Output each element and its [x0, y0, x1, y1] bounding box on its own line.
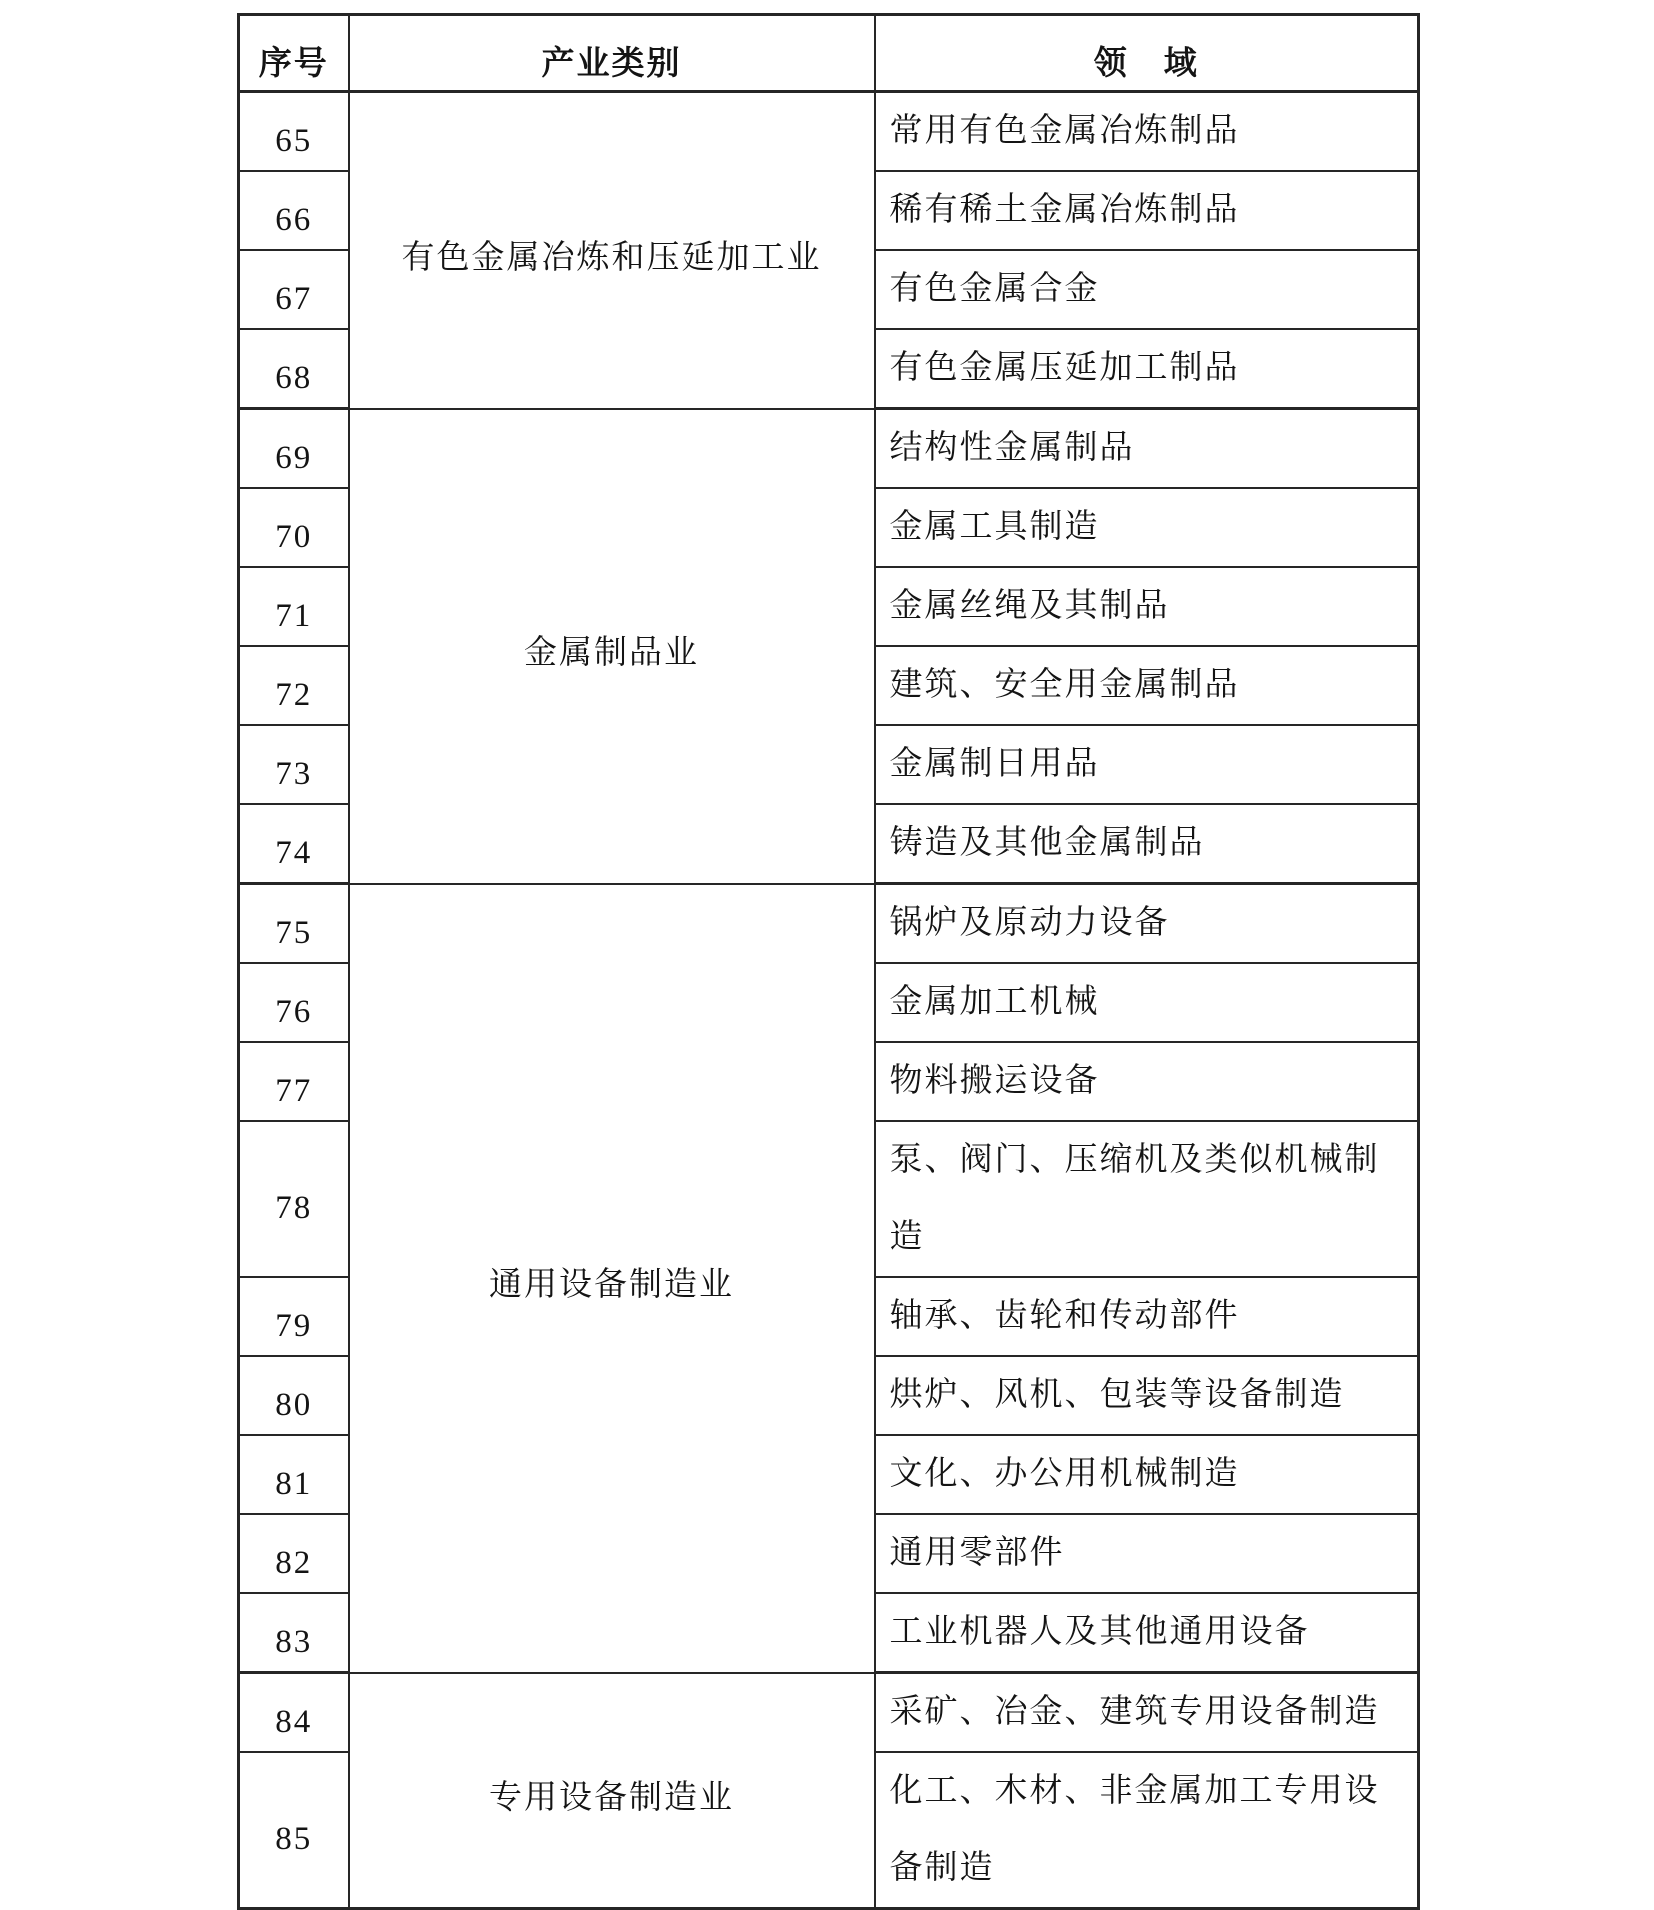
column-header-field: 领 域	[875, 15, 1419, 92]
field-cell: 锅炉及原动力设备	[875, 884, 1419, 964]
field-cell: 通用零部件	[875, 1514, 1419, 1593]
field-cell: 金属工具制造	[875, 488, 1419, 567]
field-cell: 化工、木材、非金属加工专用设备制造	[875, 1752, 1419, 1909]
field-cell: 稀有稀土金属冶炼制品	[875, 171, 1419, 250]
row-number-cell: 65	[239, 92, 349, 172]
category-cell: 金属制品业	[349, 409, 875, 884]
table-header	[239, 15, 1419, 92]
row-number-cell: 68	[239, 329, 349, 409]
column-header-category: 产业类别	[349, 15, 875, 92]
field-cell: 轴承、齿轮和传动部件	[875, 1277, 1419, 1356]
row-number-cell: 74	[239, 804, 349, 884]
category-cell: 通用设备制造业	[349, 884, 875, 1673]
row-number-cell: 83	[239, 1593, 349, 1673]
field-cell: 物料搬运设备	[875, 1042, 1419, 1121]
table-row	[239, 884, 1419, 964]
row-number-cell: 82	[239, 1514, 349, 1593]
field-cell: 常用有色金属冶炼制品	[875, 92, 1419, 172]
field-cell: 金属制日用品	[875, 725, 1419, 804]
row-number-cell: 81	[239, 1435, 349, 1514]
field-cell: 有色金属合金	[875, 250, 1419, 329]
row-number-cell: 70	[239, 488, 349, 567]
row-number-cell: 76	[239, 963, 349, 1042]
table-row	[239, 1673, 1419, 1753]
table-row	[239, 92, 1419, 172]
row-number-cell: 67	[239, 250, 349, 329]
row-number-cell: 85	[239, 1752, 349, 1909]
row-number-cell: 79	[239, 1277, 349, 1356]
field-cell: 金属加工机械	[875, 963, 1419, 1042]
industry-category-table	[237, 13, 1420, 1910]
field-cell: 文化、办公用机械制造	[875, 1435, 1419, 1514]
row-number-cell: 72	[239, 646, 349, 725]
field-cell: 烘炉、风机、包装等设备制造	[875, 1356, 1419, 1435]
row-number-cell: 80	[239, 1356, 349, 1435]
row-number-cell: 66	[239, 171, 349, 250]
field-cell: 采矿、冶金、建筑专用设备制造	[875, 1673, 1419, 1753]
row-number-cell: 78	[239, 1121, 349, 1277]
category-cell: 专用设备制造业	[349, 1673, 875, 1909]
row-number-cell: 71	[239, 567, 349, 646]
category-cell: 有色金属冶炼和压延加工业	[349, 92, 875, 409]
row-number-cell: 73	[239, 725, 349, 804]
field-cell: 结构性金属制品	[875, 409, 1419, 489]
table-body	[239, 92, 1419, 1909]
row-number-cell: 84	[239, 1673, 349, 1753]
field-cell: 有色金属压延加工制品	[875, 329, 1419, 409]
row-number-cell: 69	[239, 409, 349, 489]
field-cell: 铸造及其他金属制品	[875, 804, 1419, 884]
field-cell: 金属丝绳及其制品	[875, 567, 1419, 646]
column-header-no: 序号	[239, 15, 349, 92]
header-row	[239, 15, 1419, 92]
field-cell: 泵、阀门、压缩机及类似机械制造	[875, 1121, 1419, 1277]
field-cell: 工业机器人及其他通用设备	[875, 1593, 1419, 1673]
row-number-cell: 75	[239, 884, 349, 964]
field-cell: 建筑、安全用金属制品	[875, 646, 1419, 725]
table-row	[239, 409, 1419, 489]
row-number-cell: 77	[239, 1042, 349, 1121]
